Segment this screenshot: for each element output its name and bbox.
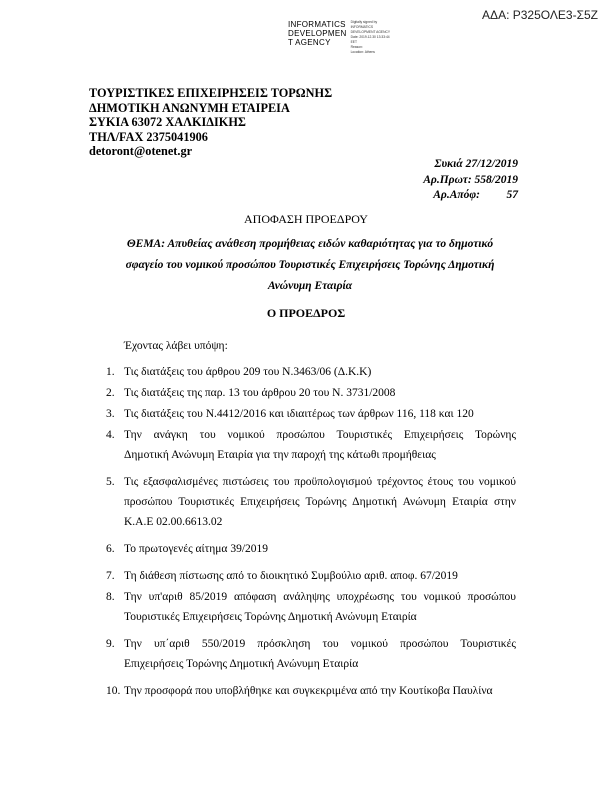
meta-decision-number [423,188,518,204]
stamp-sig-line: Digitally signed by [350,20,378,24]
organization-header [89,86,332,159]
item-line: Επιχειρήσεις Τορώνης Δημοτική Ανώνυμη Εταιρία [124,658,359,670]
org-phone: ΤΗΛ/FAX 2375041906 [89,129,208,144]
stamp-org-line: INFORMATICS [288,20,346,29]
item-line: Την ανάγκη του νομικού προσώπου Τουριστικές Επιχειρήσεις Τορώνης [124,429,516,441]
org-type: ΔΗΜΟΤΙΚΗ ΑΝΩΝΥΜΗ ΕΤΑΙΡΕΙΑ [89,100,290,115]
item-line: Δημοτική Ανώνυμη Εταιρία για την παροχή της κάτωθι προμήθειας [124,449,436,461]
list-item [106,681,516,701]
list-item [106,539,516,559]
item-number: 7. [106,570,115,582]
stamp-signature-details [351,20,413,55]
list-item [106,383,516,403]
item-line: Την υπ'αριθ 85/2019 απόφαση ανάληψης υποχρέωσης του νομικού προσώπου [124,591,516,603]
item-line: Την υπ΄αριθ 550/2019 πρόσκληση του νομικού προσώπου Τουριστικές [124,638,516,650]
stamp-sig-line: Location: Athens [350,50,375,54]
stamp-sig-line: Date: 2019.12.30 13:33:44 [350,35,390,39]
item-number: 8. [106,591,115,603]
item-text: Τις διατάξεις του Ν.4412/2016 και ιδιαιτέρως των άρθρων 116, 118 και 120 [124,408,474,420]
item-line: προσώπου Τουριστικές Επιχειρήσεις Τορώνης Δημοτική Ανώνυμη Εταιρία στην [124,496,516,508]
considerations-intro: Έχοντας λάβει υπόψη: [124,340,228,352]
document-title: ΑΠΟΦΑΣΗ ΠΡΟΕΔΡΟΥ [244,212,368,226]
list-item [106,472,516,532]
meta-decision-label: Αρ.Απόφ: [433,189,480,201]
org-email: detoront@otenet.gr [89,144,193,158]
item-text: Την προσφορά που υποβλήθηκε και συγκεκριμένα από την Κουτίκοβα Παυλίνα [124,685,493,697]
document-metadata [423,157,518,204]
considerations-list [106,362,516,702]
org-name: ΤΟΥΡΙΣΤΙΚΕΣ ΕΠΙΧΕΙΡΗΣΕΙΣ ΤΟΡΩΝΗΣ [89,86,333,100]
subject-label: ΘΕΜΑ: [126,238,166,250]
item-number: 3. [106,408,115,420]
item-number: 4. [106,429,115,441]
item-number: 10. [106,685,121,697]
list-item [106,425,516,465]
org-address: ΣΥΚΙΑ 63072 ΧΑΛΚΙΔΙΚΗΣ [89,115,246,129]
item-number: 5. [106,476,115,488]
subject-paragraph [108,234,512,297]
list-item [106,587,516,627]
stamp-org-line: DEVELOPMEN [288,29,347,38]
item-number: 9. [106,638,115,650]
stamp-org-line: T AGENCY [288,38,331,47]
item-text: Τις διατάξεις του άρθρου 209 του Ν.3463/06 (Δ.Κ.Κ) [124,366,372,378]
stamp-sig-line: DEVELOPMENT AGENCY [350,30,391,34]
stamp-sig-line: Reason: [350,45,363,49]
list-item [106,362,516,382]
stamp-sig-line: EET [350,40,357,44]
item-number: 1. [106,366,115,378]
item-number: 6. [106,543,115,555]
item-text: Τις διατάξεις της παρ. 13 του άρθρου 20 του Ν. 3731/2008 [124,387,396,399]
item-text: Το πρωτογενές αίτημα 39/2019 [124,543,269,555]
list-item [106,566,516,586]
list-item [106,634,516,674]
ada-code: ΑΔΑ: Ρ325ΟΛΕ3-Σ5Ζ [482,8,598,22]
subject-text: Απυθείας ανάθεση προμήθειας ειδών καθαριότητας για το δημοτικό σφαγείο του νομικού προσώπου Τουριστικές Επιχειρήσεις Τορώνης Δημοτική Ανώνυμη Εταιρία [125,238,495,292]
meta-decision-value: 57 [506,189,518,201]
item-number: 2. [106,387,115,399]
item-line: Τουριστικές Επιχειρήσεις Τορώνης Δημοτική Ανώνυμη Εταιρία [124,611,417,623]
chair-heading: Ο ΠΡΟΕΔΡΟΣ [266,306,346,320]
item-line: Τις εξασφαλισμένες πιστώσεις του προϋπολογισμού τρέχοντος έτους του νομικού [124,476,516,488]
item-text: Τη διάθεση πίστωσης από το διοικητικό Συμβούλιο αριθ. αποφ. 67/2019 [124,570,458,582]
list-item [106,404,516,424]
stamp-organization [288,20,347,55]
stamp-sig-line: INFORMATICS [350,25,374,29]
digital-signature-stamp [288,20,413,55]
item-line: Κ.Α.Ε 02.00.6613.02 [124,516,223,528]
meta-date: Συκιά 27/12/2019 [434,158,518,170]
meta-protocol: Αρ.Πρωτ: 558/2019 [423,173,518,186]
